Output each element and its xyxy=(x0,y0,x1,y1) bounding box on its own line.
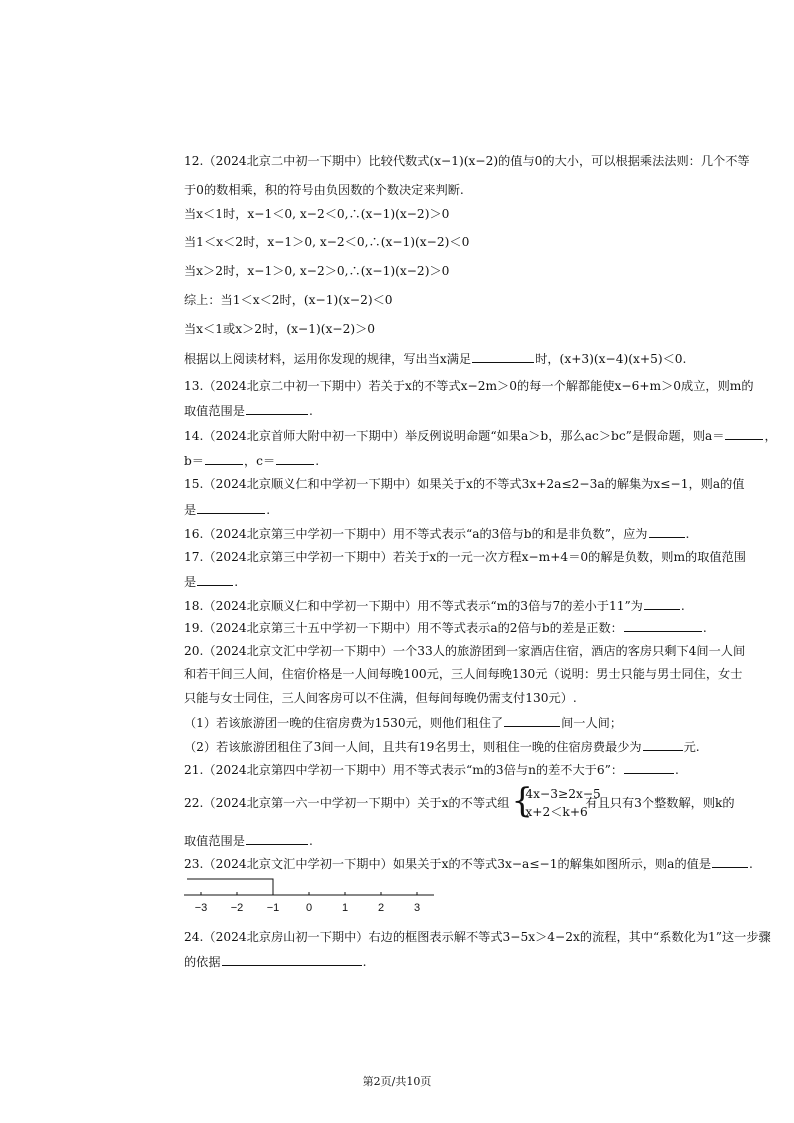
answer-blank[interactable] xyxy=(643,738,683,751)
q12-line-5: 当x＞2时，x−1＞0, x−2＞0,∴(x−1)(x−2)＞0 xyxy=(184,264,450,278)
tick-label: 2 xyxy=(377,902,385,914)
q16-line xyxy=(184,525,689,542)
q19-line xyxy=(184,619,707,636)
q12-line-6: 综上：当1＜x＜2时，(x−1)(x−2)＜0 xyxy=(184,293,393,307)
answer-blank[interactable] xyxy=(624,619,702,632)
q20-text-c: （2）若该旅游团租住了3间一人间，且共有19名男士，则租住一晚的住宿房费最少为 xyxy=(184,740,642,754)
q16-text-a: 16.（2024北京第三中学初一下期中）用不等式表示“a的3倍与b的和是非负数”，应为 xyxy=(184,527,648,541)
brace-glyph: { xyxy=(511,781,534,821)
answer-blank[interactable] xyxy=(644,597,680,610)
q20-text-a: （1）若该旅游团一晚的住宿房费为1530元，则他们租住了 xyxy=(184,716,504,730)
q24-line-1: 24.（2024北京房山初一下期中）右边的框图表示解不等式3−5x＞4−2x的流程，其中“系数化为1”这一步骤 xyxy=(184,930,771,944)
answer-blank[interactable] xyxy=(222,953,362,966)
q20-line-1: 20.（2024北京文汇中学初一下期中）一个33人的旅游团到一家酒店住宿，酒店的客房只剩下4间一人间 xyxy=(184,644,746,658)
q13-text-b: . xyxy=(308,404,313,418)
q13-line-1: 13.（2024北京二中初一下期中）若关于x的不等式x−2m＞0的每一个解都能使x−6+m＞0成立，则m的 xyxy=(184,379,754,393)
q22-text-a: 22.（2024北京第一六一中学初一下期中）关于x的不等式组 xyxy=(184,796,510,810)
q20-line-2: 和若干间三人间，住宿价格是一人间每晚100元，三人间每晚130元（说明：男士只能与男士同住，女士 xyxy=(184,667,743,681)
q18-text-a: 18.（2024北京顺义仁和中学初一下期中）用不等式表示“m的3倍与7的差小于11”为 xyxy=(184,599,643,613)
number-line xyxy=(182,875,442,917)
q23-text-b: . xyxy=(749,857,753,871)
q19-text-a: 19.（2024北京第三十五中学初一下期中）用不等式表示a的2倍与b的差是正数： xyxy=(184,621,623,635)
answer-blank[interactable] xyxy=(246,832,308,845)
answer-blank[interactable] xyxy=(649,525,685,538)
q21-text-b: . xyxy=(675,763,679,777)
q24-line-2 xyxy=(184,953,366,970)
q17-line-2 xyxy=(184,573,238,590)
q13-text-a: 取值范围是 xyxy=(184,404,245,418)
q12-text-b: 时，(x+3)(x−4)(x+5)＜0. xyxy=(535,352,687,366)
q14-text-b: ， xyxy=(764,429,777,443)
q12-line-8 xyxy=(184,350,686,367)
q20-text-d: 元. xyxy=(683,740,700,754)
q12-line-7: 当x＜1或x＞2时，(x−1)(x−2)＞0 xyxy=(184,322,376,336)
q23-line xyxy=(184,855,753,872)
q22-text-c: 取值范围是 xyxy=(184,834,245,848)
system-lines xyxy=(525,785,600,821)
q20-text-b: 间一人间； xyxy=(561,716,623,730)
q22-line-2 xyxy=(184,832,313,849)
q15-line-2 xyxy=(184,501,270,518)
q24-text-b: . xyxy=(362,955,367,969)
q22-text-d: . xyxy=(308,834,313,848)
solution-set-marker xyxy=(187,879,273,895)
q19-text-b: . xyxy=(702,621,707,635)
q21-text-a: 21.（2024北京第四中学初一下期中）用不等式表示“m的3倍与n的差不大于6”： xyxy=(184,763,624,777)
q18-line xyxy=(184,597,685,614)
q16-text-b: . xyxy=(685,527,690,541)
q20-line-3: 只能与女士同住，三人间客房可以不住满，但每间每晚仍需支付130元）. xyxy=(184,691,577,705)
q12-line-4: 当1＜x＜2时，x−1＞0, x−2＜0,∴(x−1)(x−2)＜0 xyxy=(184,235,470,249)
q22-text-b: 有且只有3个整数解，则k的 xyxy=(585,796,735,810)
page-footer: 第2页/共10页 xyxy=(362,1075,432,1088)
system-line-1: 4x−3≥2x−5 xyxy=(525,787,601,801)
q17-text-a: 是 xyxy=(184,575,197,589)
q12-line-3: 当x＜1时，x−1＜0, x−2＜0,∴(x−1)(x−2)＞0 xyxy=(184,207,450,221)
q20-line-5 xyxy=(184,738,700,755)
inequality-system xyxy=(511,781,601,822)
answer-blank[interactable] xyxy=(504,714,560,727)
q14-text-d: ，c＝ xyxy=(244,454,276,468)
answer-blank[interactable] xyxy=(205,452,243,465)
tick-label: −3 xyxy=(194,902,208,914)
q12-line-1: 12.（2024北京二中初一下期中）比较代数式(x−1)(x−2)的值与0的大小，可以根据乘法法则：几个不等 xyxy=(184,154,750,168)
answer-blank[interactable] xyxy=(624,761,674,774)
tick-label: 0 xyxy=(305,902,313,914)
answer-blank[interactable] xyxy=(197,573,233,586)
answer-blank[interactable] xyxy=(712,855,748,868)
q15-line-1: 15.（2024北京顺义仁和中学初一下期中）如果关于x的不等式3x+2a≤2−3a的解集为x≤−1，则a的值 xyxy=(184,477,745,491)
answer-blank[interactable] xyxy=(197,501,265,514)
q14-text-e: . xyxy=(315,454,320,468)
q13-line-2 xyxy=(184,402,313,419)
answer-blank[interactable] xyxy=(472,350,534,363)
q18-text-b: . xyxy=(680,599,685,613)
q14-text-a: 14.（2024北京首师大附中初一下期中）举反例说明命题“如果a＞b，那么ac＞bc”是假命题，则a＝ xyxy=(184,429,725,443)
q21-line xyxy=(184,761,679,778)
q22-line-1 xyxy=(184,781,735,824)
q20-line-4 xyxy=(184,714,622,731)
answer-blank[interactable] xyxy=(246,402,308,415)
q17-line-1: 17.（2024北京第三中学初一下期中）若关于x的一元一次方程x−m+4＝0的解是负数，则m的取值范围 xyxy=(184,550,746,564)
tick-label: −1 xyxy=(266,902,280,914)
tick-label: 3 xyxy=(413,902,421,914)
q12-text-a: 根据以上阅读材料，运用你发现的规律，写出当x满足 xyxy=(184,352,472,366)
tick-label: 1 xyxy=(341,902,349,914)
q14-line-2 xyxy=(184,452,319,469)
tick-label: −2 xyxy=(230,902,244,914)
answer-blank[interactable] xyxy=(725,427,763,440)
q14-text-c: b＝ xyxy=(184,454,204,468)
q12-line-2: 于0的数相乘，积的符号由负因数的个数决定来判断. xyxy=(184,183,464,197)
q14-line-1 xyxy=(184,427,777,444)
q15-text-b: . xyxy=(266,503,271,517)
q15-text-a: 是 xyxy=(184,503,197,517)
system-line-2: x+2＜k+6 xyxy=(525,805,588,819)
q23-text-a: 23.（2024北京文汇中学初一下期中）如果关于x的不等式3x−a≤−1的解集如图所示，则a的值是 xyxy=(184,857,712,871)
q17-text-b: . xyxy=(234,575,239,589)
answer-blank[interactable] xyxy=(276,452,314,465)
q24-text-a: 的依据 xyxy=(184,955,221,969)
